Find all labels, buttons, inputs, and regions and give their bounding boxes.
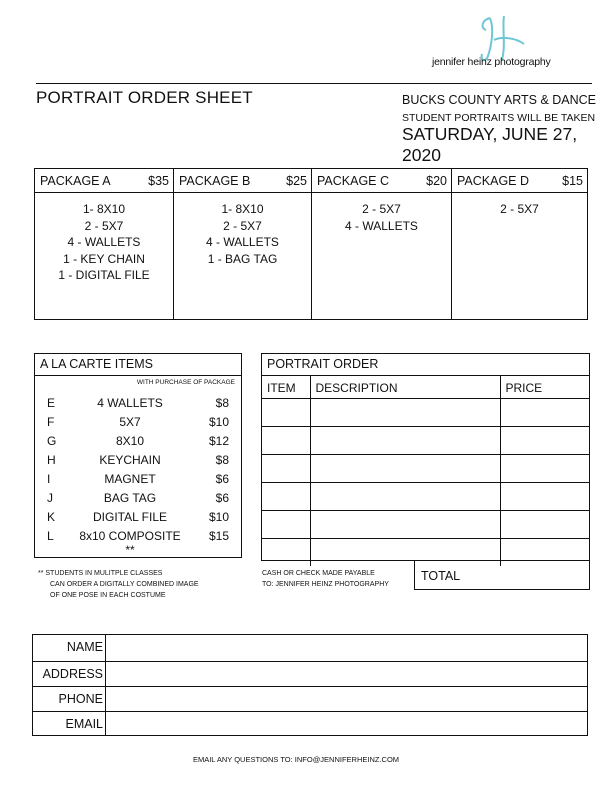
alacarte-item (35, 396, 241, 415)
item-price: $15 (208, 529, 229, 543)
packages-table (34, 168, 588, 320)
session-date: SATURDAY, JUNE 27, 2020 (402, 124, 578, 165)
item-name: 8X10 (115, 434, 145, 448)
item-cell[interactable] (262, 426, 310, 454)
item-code: F (47, 415, 55, 429)
package-item: 2 - 5X7 (84, 218, 124, 233)
address-label: ADDRESS (33, 662, 106, 686)
package-item: 1 - DIGITAL FILE (58, 268, 150, 282)
price-cell[interactable] (500, 510, 589, 538)
package-item: 1 - BAG TAG (207, 251, 278, 266)
order-table (262, 376, 589, 566)
package-name: PACKAGE A (40, 173, 111, 188)
item-cell[interactable] (262, 482, 310, 510)
total-field[interactable] (414, 560, 590, 590)
payable-line: TO: JENNIFER HEINZ PHOTOGRAPHY (262, 581, 389, 588)
phone-label: PHONE (33, 687, 106, 711)
item-price: $10 (208, 510, 229, 524)
item-price: $12 (208, 434, 229, 448)
item-price: $8 (215, 453, 229, 467)
item-name: DIGITAL FILE (92, 510, 167, 524)
brand-name: jennifer heinz photography (432, 56, 551, 68)
item-cell[interactable] (262, 454, 310, 482)
phone-field[interactable] (106, 687, 587, 711)
item-code: K (47, 510, 56, 524)
price-cell[interactable] (500, 482, 589, 510)
package-a[interactable] (35, 169, 174, 319)
item-code: H (47, 453, 56, 467)
item-code: I (47, 472, 51, 486)
contact-form (32, 634, 588, 736)
portrait-order-box (261, 353, 590, 561)
item-name: 5X7 (119, 415, 141, 429)
package-item: 2 - 5X7 (223, 218, 262, 233)
item-code: G (47, 434, 57, 448)
description-cell[interactable] (310, 454, 500, 482)
item-code: L (47, 529, 54, 543)
package-price: $35 (148, 173, 169, 188)
package-price: $20 (426, 173, 447, 188)
header-divider (36, 83, 592, 84)
alacarte-item (35, 453, 241, 472)
item-cell[interactable] (262, 510, 310, 538)
package-item: 2 - 5X7 (500, 202, 539, 216)
package-price: $15 (562, 173, 583, 188)
column-header-item: ITEM (262, 376, 310, 398)
alacarte-box (34, 353, 242, 558)
package-header (35, 169, 173, 193)
alacarte-item (35, 472, 241, 491)
package-items (174, 193, 311, 267)
package-header (312, 169, 451, 193)
alacarte-item (35, 415, 241, 434)
email-row (33, 711, 587, 736)
column-header-description: DESCRIPTION (310, 376, 500, 398)
item-cell[interactable] (262, 398, 310, 426)
item-price: $10 (208, 415, 229, 429)
alacarte-note: WITH PURCHASE OF PACKAGE (136, 379, 235, 386)
package-name: PACKAGE B (179, 173, 251, 188)
package-price: $25 (286, 173, 307, 188)
price-cell[interactable] (500, 454, 589, 482)
package-item: 2 - 5X7 (362, 202, 401, 216)
package-item: 1- 8X10 (221, 202, 264, 216)
package-d[interactable] (452, 169, 587, 319)
item-name: MAGNET (104, 472, 156, 486)
venue-name: BUCKS COUNTY ARTS & DANCE (402, 93, 597, 107)
order-title: PORTRAIT ORDER (262, 354, 589, 376)
order-row (262, 426, 589, 454)
email-label: EMAIL (33, 712, 106, 736)
name-label: NAME (33, 635, 106, 661)
package-items (312, 193, 451, 234)
footnote-line: OF ONE POSE IN EACH COSTUME (50, 592, 166, 599)
item-name: KEYCHAIN (99, 453, 161, 467)
item-name: BAG TAG (103, 491, 157, 505)
package-item: 1 - KEY CHAIN (63, 251, 145, 266)
address-field[interactable] (106, 662, 587, 686)
name-row (33, 635, 587, 661)
alacarte-item (35, 491, 241, 510)
email-field[interactable] (106, 712, 587, 736)
total-label: TOTAL (421, 569, 461, 583)
package-item: 4 - WALLETS (206, 235, 279, 249)
package-b[interactable] (174, 169, 312, 319)
alacarte-item (35, 510, 241, 529)
item-price: $8 (215, 396, 229, 410)
description-cell[interactable] (310, 482, 500, 510)
alacarte-item (35, 434, 241, 453)
order-row (262, 398, 589, 426)
alacarte-list (35, 396, 241, 557)
phone-row (33, 686, 587, 711)
package-item: 1- 8X10 (82, 202, 126, 216)
order-row (262, 482, 589, 510)
item-name: 4 WALLETS (97, 396, 163, 410)
name-field[interactable] (106, 635, 587, 661)
footnote-line: ** STUDENTS IN MULITPLE CLASSES (38, 570, 163, 577)
footnote-line: CAN ORDER A DIGITALLY COMBINED IMAGE (50, 581, 199, 588)
alacarte-item (35, 529, 241, 557)
item-name: 8x10 COMPOSITE ** (79, 529, 181, 557)
payable-note (262, 568, 389, 590)
description-cell[interactable] (310, 510, 500, 538)
order-row (262, 510, 589, 538)
package-item: 4 - WALLETS (67, 235, 141, 249)
item-code: E (47, 396, 56, 410)
package-item: 4 - WALLETS (345, 218, 418, 233)
package-header (452, 169, 587, 193)
item-cell[interactable] (262, 538, 310, 566)
alacarte-title: A LA CARTE ITEMS (35, 354, 241, 376)
item-price: $6 (215, 472, 229, 486)
package-name: PACKAGE C (317, 173, 390, 188)
description-cell[interactable] (310, 426, 500, 454)
contact-email-note: EMAIL ANY QUESTIONS TO: INFO@JENNIFERHEINZ.COM (192, 755, 400, 764)
address-row (33, 661, 587, 686)
payable-line: CASH OR CHECK MADE PAYABLE (262, 570, 375, 577)
page-title: PORTRAIT ORDER SHEET (36, 88, 253, 107)
package-name: PACKAGE D (457, 173, 530, 188)
package-header (174, 169, 311, 193)
package-items (35, 193, 173, 284)
price-cell[interactable] (500, 426, 589, 454)
item-code: J (47, 491, 53, 505)
price-cell[interactable] (500, 398, 589, 426)
package-items (452, 193, 587, 218)
order-row (262, 454, 589, 482)
description-cell[interactable] (310, 398, 500, 426)
composite-footnote (38, 568, 199, 601)
session-subtitle: STUDENT PORTRAITS WILL BE TAKEN (402, 112, 596, 124)
item-price: $6 (215, 491, 229, 505)
package-c[interactable] (312, 169, 452, 319)
brand-logo (420, 14, 580, 74)
column-header-price: PRICE (500, 376, 589, 398)
